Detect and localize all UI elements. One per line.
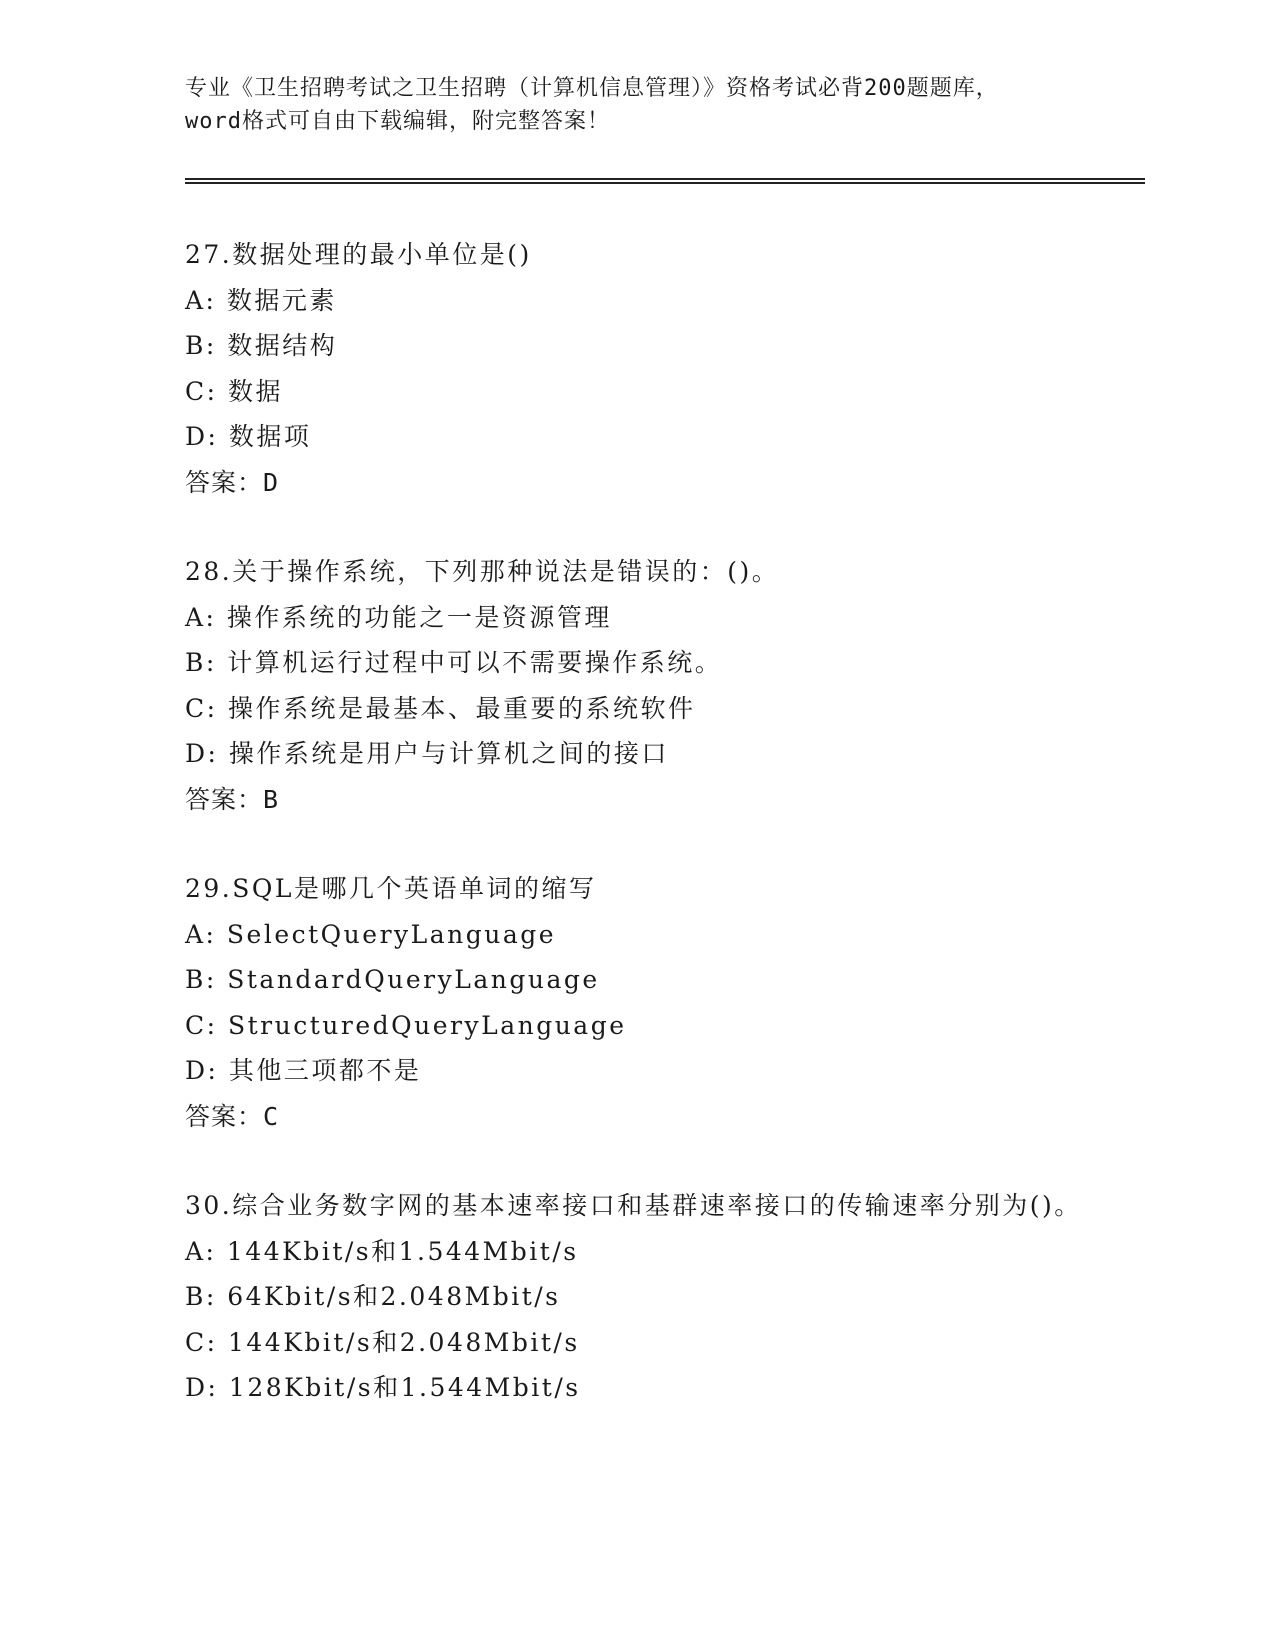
question-29 — [185, 866, 1085, 1139]
option-d: D: 其他三项都不是 — [185, 1056, 422, 1085]
header-line-2: word格式可自由下载编辑，附完整答案！ — [185, 109, 610, 134]
option-c: C: 数据 — [185, 376, 283, 406]
question-list — [185, 232, 1085, 1455]
option-c: C: StructuredQueryLanguage — [185, 1010, 627, 1040]
option-a: A: SelectQueryLanguage — [185, 919, 557, 949]
question-30 — [185, 1183, 1085, 1411]
answer: 答案：B — [185, 784, 280, 814]
answer: 答案：D — [185, 467, 280, 497]
option-a: A: 144Kbit/s和1.544Mbit/s — [185, 1236, 579, 1266]
option-b: B: 64Kbit/s和2.048Mbit/s — [185, 1282, 561, 1311]
answer: 答案：C — [185, 1101, 280, 1131]
document-header — [185, 72, 1085, 138]
option-b: B: 数据结构 — [185, 331, 338, 360]
header-line-1: 专业《卫生招聘考试之卫生招聘（计算机信息管理）》资格考试必背200题题库， — [185, 76, 999, 101]
question-text: 28.关于操作系统，下列那种说法是错误的：()。 — [185, 557, 780, 586]
header-divider — [185, 178, 1145, 184]
question-28 — [185, 549, 1085, 822]
option-d: D: 操作系统是用户与计算机之间的接口 — [185, 739, 669, 768]
option-c: C: 144Kbit/s和2.048Mbit/s — [185, 1327, 580, 1357]
option-b: B: StandardQueryLanguage — [185, 965, 600, 994]
question-text: 27.数据处理的最小单位是() — [185, 240, 532, 269]
question-text: 30.综合业务数字网的基本速率接口和基群速率接口的传输速率分别为()。 — [185, 1191, 1082, 1220]
option-c: C: 操作系统是最基本、最重要的系统软件 — [185, 693, 696, 723]
option-d: D: 数据项 — [185, 422, 312, 451]
question-text: 29.SQL是哪几个英语单词的缩写 — [185, 874, 597, 903]
question-27 — [185, 232, 1085, 505]
option-b: B: 计算机运行过程中可以不需要操作系统。 — [185, 648, 723, 677]
option-d: D: 128Kbit/s和1.544Mbit/s — [185, 1373, 581, 1402]
option-a: A: 操作系统的功能之一是资源管理 — [185, 602, 612, 632]
option-a: A: 数据元素 — [185, 285, 337, 315]
